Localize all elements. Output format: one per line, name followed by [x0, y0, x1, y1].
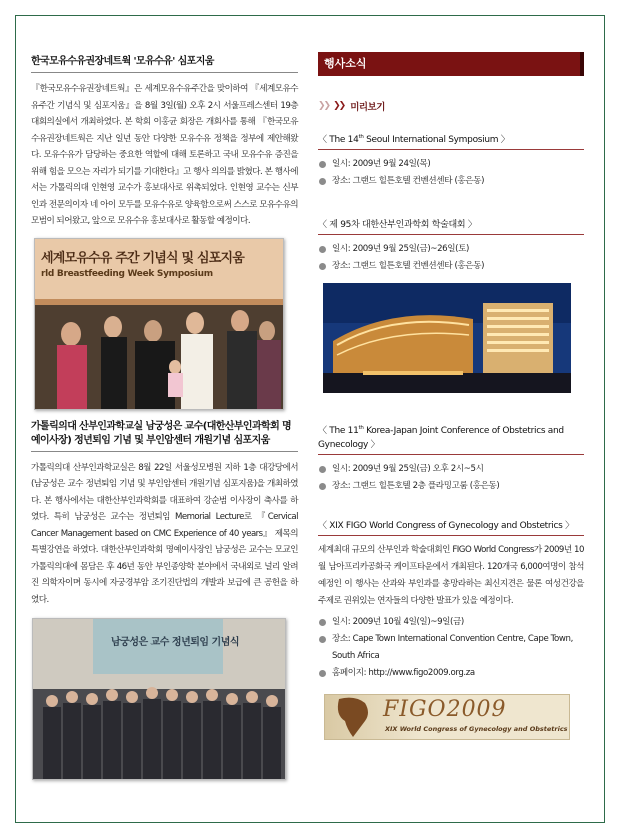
section2-body: 가톨릭의대 산부인과학교실은 8월 22일 서울성모병원 지하 1층 대강당에서 (남궁성은 교수 정년퇴임 기념 및 부인암센터 개원기념 심포지움)을 개최하였다. 본 행사에서는 대한산부인과학회를 대표하여 강순범 이사장이 축사를 하였다. 특히 남궁성은 교수는 정년퇴임 Memorial Lecture로 『Cervical Cancer Management based on CMC Experience of 40 years』 제목의 특별강연을 하였다. 대한산부인과학회 명예이사장인 남궁성은 교수는 모교인 가톨릭의대에 몸담은 후 46년 동안 부인종양학 분야에서 국내외로 널리 알려진 의학자이며 동시에 자궁경부암 조기진단법의 개발과 보급에 큰 공헌을 하였다.	[31, 462, 298, 605]
figo-wordmark: FIGO2009	[383, 697, 507, 722]
event-date: 일시: 2009년 9월 24일(목)	[318, 156, 584, 173]
hotel-photo	[323, 283, 571, 393]
section1-title: 한국모유수유권장네트웍 '모유수유' 심포지움	[31, 55, 298, 73]
event-date: 일시: 2009년 10월 4일(일)~9일(금)	[318, 614, 584, 631]
hotel-photo-image	[323, 283, 571, 393]
figo-2009-logo	[324, 694, 570, 740]
symposium-banner-text-1: 세계모유수유 주간 기념식 및 심포지움	[41, 250, 245, 266]
event-title: 〈 XIX FIGO World Congress of Gynecology and Obstetrics 〉	[318, 519, 584, 536]
event-title-text: 〈 The 11	[318, 426, 359, 436]
event-date: 일시: 2009년 9월 25일(금)~26일(토)	[318, 241, 584, 258]
event-item	[318, 421, 584, 495]
ceremony-banner-text: 남궁성은 교수 정년퇴임 기념식	[111, 637, 240, 648]
retirement-ceremony-photo	[32, 618, 286, 780]
chevron-icon: ❯❯	[333, 101, 345, 111]
event-place: 장소: 그랜드 힐튼호텔 2층 플라밍고룸 (홍은동)	[318, 478, 584, 495]
africa-map-icon	[325, 695, 385, 739]
event-place: 장소: Cape Town International Convention Centre, Cape Town, South Africa	[318, 631, 584, 665]
event-title	[318, 421, 584, 455]
double-chevron-icon: ❯❯	[318, 101, 330, 111]
breastfeeding-symposium-photo	[34, 238, 284, 410]
event-item	[318, 218, 584, 393]
preview-heading	[318, 98, 584, 114]
event-title-text: Seoul International Symposium 〉	[363, 135, 510, 145]
event-item	[318, 519, 584, 740]
section2-title: 가톨릭의대 산부인과학교실 남궁성은 교수(대한산부인과학회 명예이사장) 정년퇴임 기념 및 부인암센터 개원기념 심포지움	[31, 420, 298, 452]
right-column	[318, 52, 584, 740]
event-date: 일시: 2009년 9월 25일(금) 오후 2시~5시	[318, 461, 584, 478]
events-banner: 행사소식	[318, 52, 584, 76]
event-homepage[interactable]: 홈페이지: http://www.figo2009.org.za	[318, 665, 584, 682]
symposium-banner-text-2: rld Breastfeeding Week Symposium	[41, 268, 213, 279]
event-title-text: 〈 The 14	[318, 135, 359, 145]
event-place: 장소: 그랜드 힐튼호텔 컨벤션센타 (홍은동)	[318, 258, 584, 275]
event-title	[318, 130, 584, 150]
event-title-text: Korea-Japan Joint Conference of Obstetrics and Gynecology 〉	[318, 426, 564, 450]
event-title-sup: th	[358, 134, 364, 140]
event-place: 장소: 그랜드 힐튼호텔 컨벤션센타 (홍은동)	[318, 173, 584, 190]
preview-label: 미리보기	[350, 102, 385, 113]
event-title: 〈 제 95차 대한산부인과학회 학술대회 〉	[318, 218, 584, 235]
left-column	[31, 55, 298, 780]
event-title-sup: th	[358, 425, 364, 431]
event-item	[318, 130, 584, 190]
figo-subtitle: XIX World Congress of Gynecology and Obstetrics	[385, 725, 568, 733]
section1-body: 『한국모유수유권장네트웍』은 세계모유수유주간을 맞이하여 『세계모유수유주간 기념식 및 심포지움』을 8월 3일(월) 오후 2시 서울프레스센터 19층 대회의실에서 개최하였다. 본 학회 이홍균 회장은 개회사를 통해 『한국모유수유권장네트웍은 지난 일년 동안 다양한 모유수유 정책을 정부에 제안해왔다. 모유수유가 담당하는 중요한 역할에 대해 토론하고 국내 모유수유 증진을 위해 힘을 모으는 자리가 되기를 기대한다』고 행사 의의를 밝혔다. 본 행사에서는 가톨릭의대 인현영 교수가 홍보대사로 위촉되었다. 인현영 교수는 신부인과 전문의이자 네 아이 모두를 모유수유로 양육함으로써 스스로 모유수유의 모범이 되어왔고, 앞으로 모유수유 홍보대사로 활동할 예정이다.	[31, 84, 298, 226]
event-body: 세계최대 규모의 산부인과 학술대회인 FIGO World Congress가 2009년 10월 남아프리카공화국 케이프타운에서 개최된다. 120개국 6,000여명이 참석예정인 이 행사는 산과와 부인과를 총망라하는 최신지견은 물론 여성건강을 주제로 권위있는 연자들의 다양한 발표가 있을 예정이다.	[318, 545, 584, 606]
